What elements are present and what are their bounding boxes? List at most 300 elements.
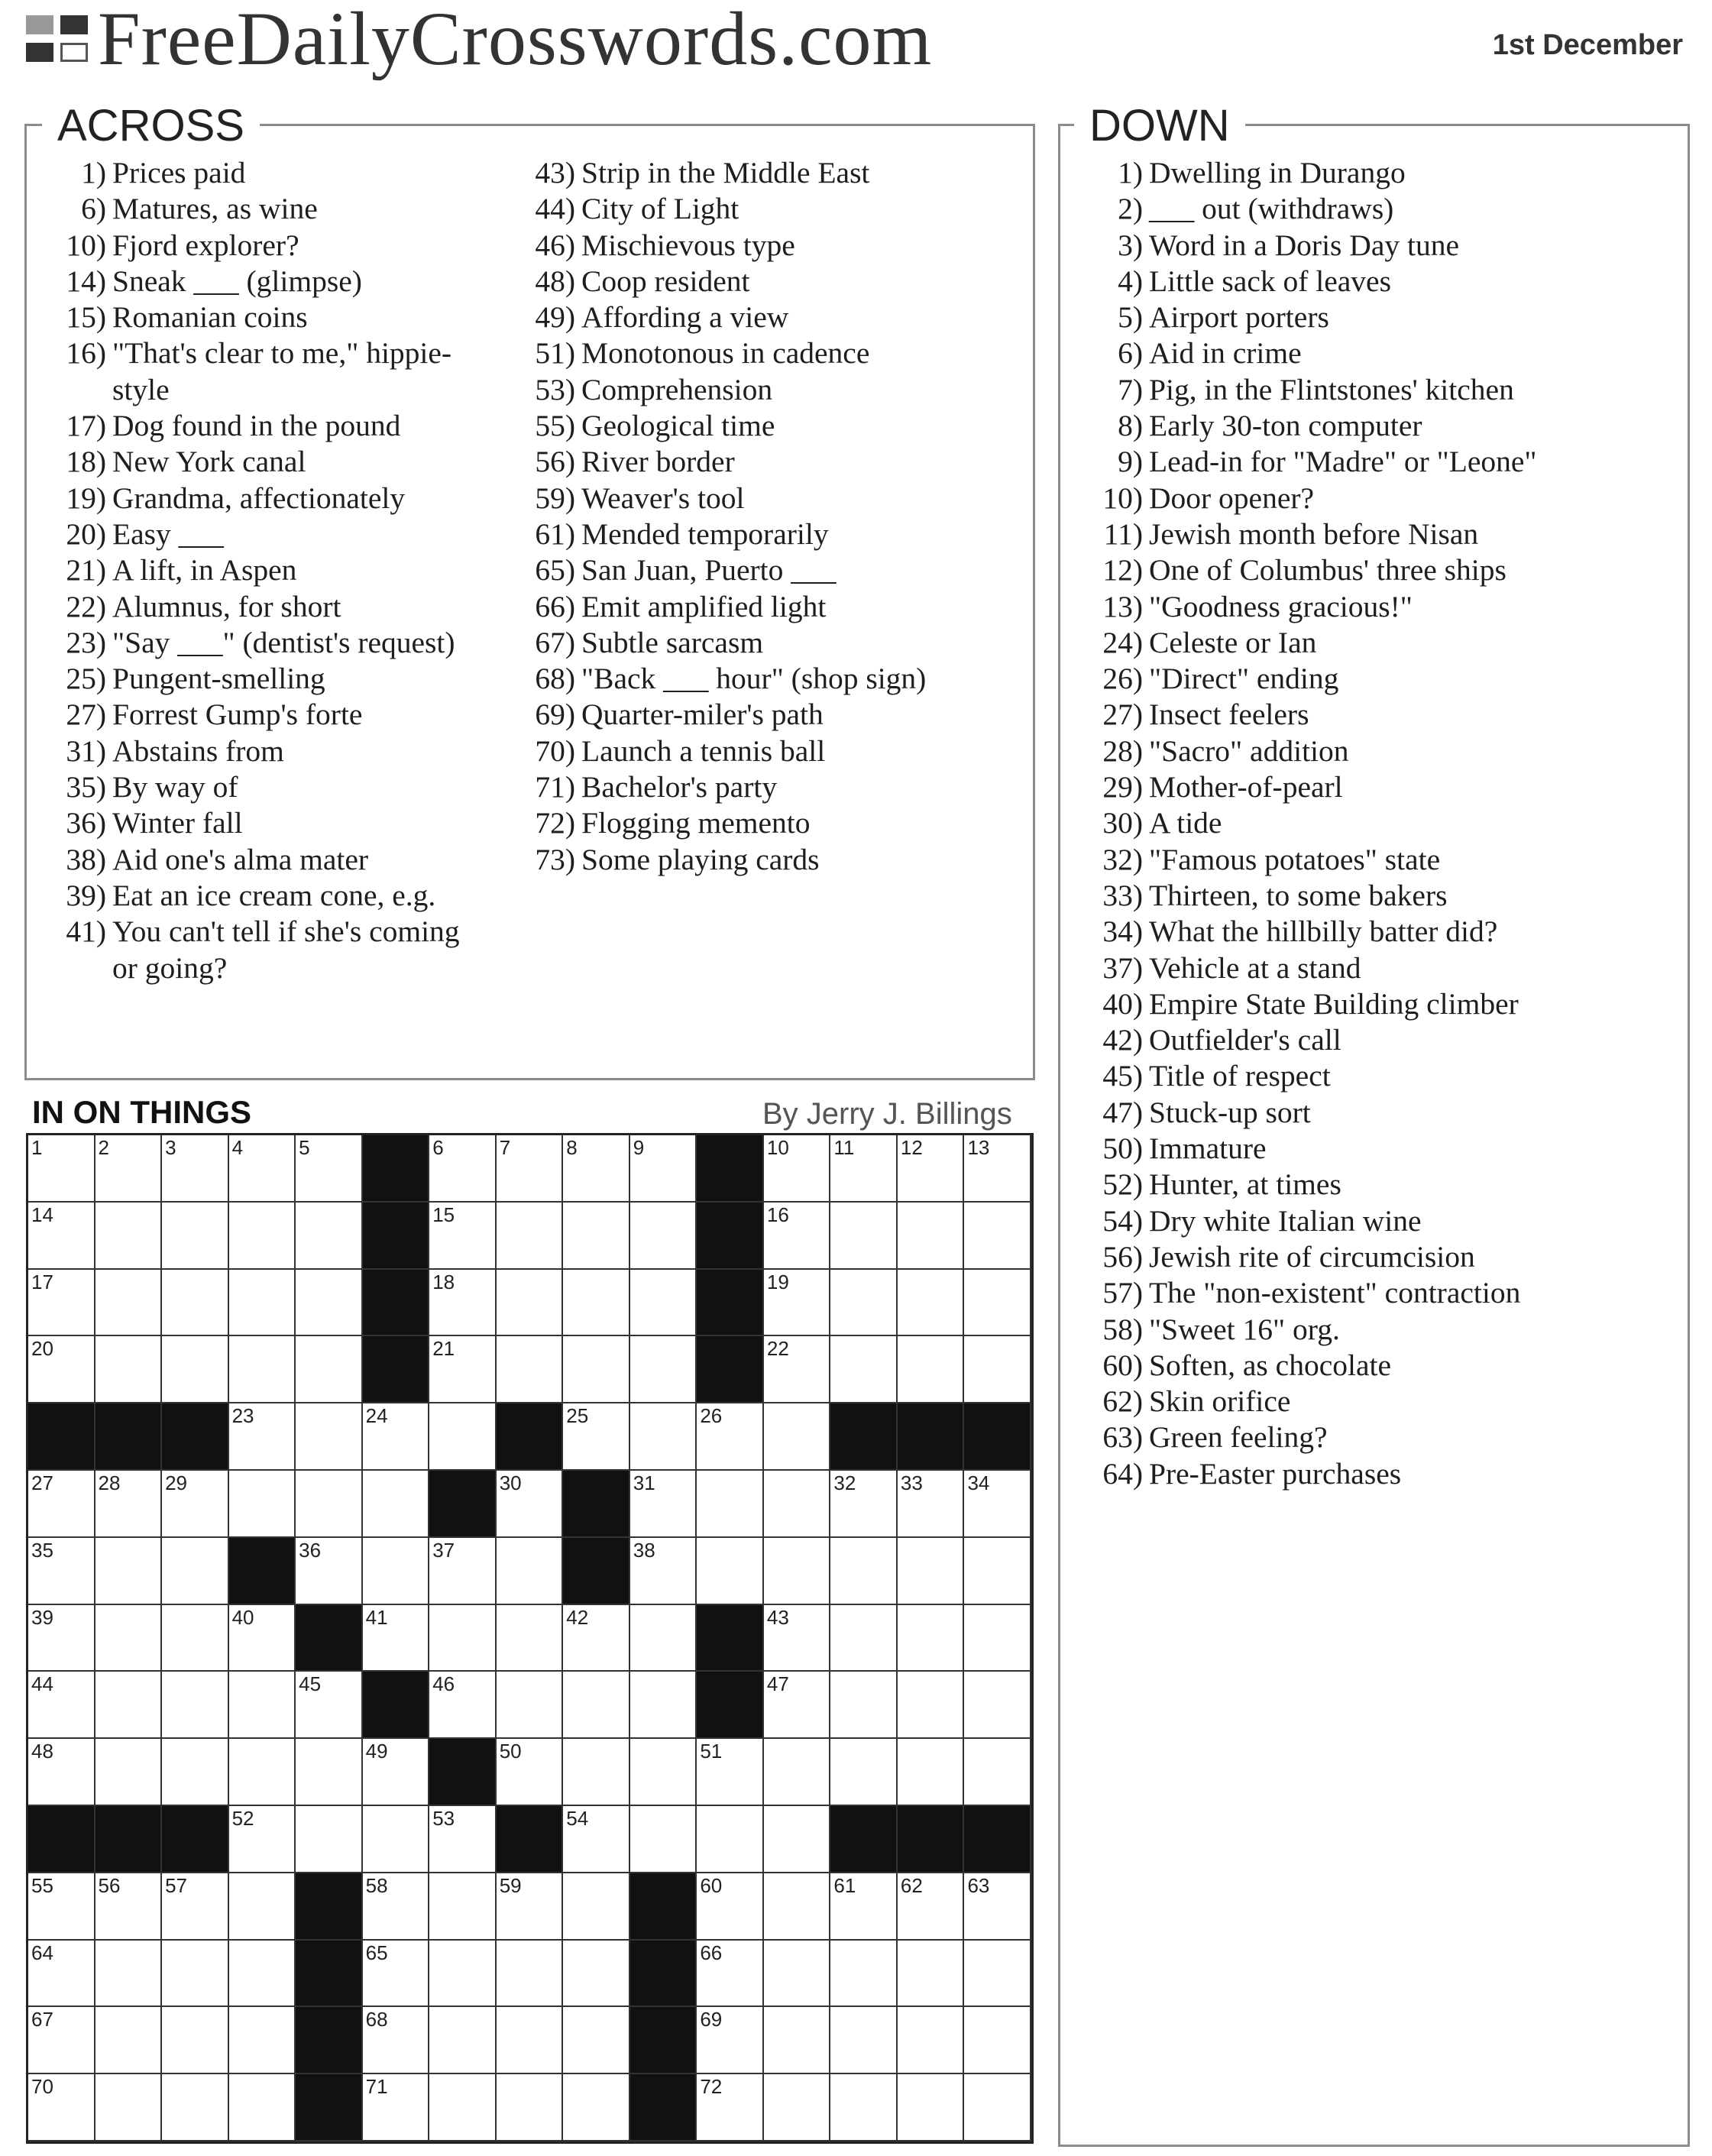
grid-cell[interactable]	[830, 1336, 898, 1403]
grid-cell[interactable]	[296, 1135, 363, 1203]
grid-cell[interactable]	[28, 1739, 95, 1806]
clue-item	[493, 264, 1028, 299]
grid-cell[interactable]	[296, 1739, 363, 1806]
clue-text: Thirteen, to some bakers	[1149, 878, 1448, 912]
grid-cell[interactable]	[764, 1538, 831, 1605]
clue-number: 1)	[81, 156, 106, 189]
grid-cell[interactable]	[162, 1739, 229, 1806]
grid-cell[interactable]	[28, 1605, 95, 1672]
grid-cell[interactable]	[363, 2007, 430, 2074]
cell-number: 45	[299, 1672, 322, 1696]
grid-cell[interactable]	[497, 1873, 564, 1941]
cell-number: 35	[31, 1538, 53, 1562]
grid-cell[interactable]	[964, 1739, 1031, 1806]
grid-cell[interactable]	[429, 1873, 497, 1941]
clue-item	[27, 625, 500, 661]
grid-cell[interactable]	[95, 1135, 163, 1203]
grid-cell[interactable]	[229, 1135, 296, 1203]
grid-cell[interactable]	[764, 1739, 831, 1806]
clue-number: 45)	[1102, 1059, 1143, 1093]
grid-cell[interactable]	[830, 1135, 898, 1203]
clue-text: Sneak ___ (glimpse)	[112, 264, 362, 298]
clue-text: Geological time	[581, 409, 775, 443]
clue-text: Bachelor's party	[581, 770, 778, 804]
grid-cell[interactable]	[363, 1941, 430, 2008]
clue-item	[27, 155, 500, 191]
grid-cell[interactable]	[830, 1605, 898, 1672]
grid-cell[interactable]	[497, 2007, 564, 2074]
clue-item	[1060, 986, 1687, 1022]
grid-cell[interactable]	[830, 1471, 898, 1538]
grid-cell[interactable]	[229, 1270, 296, 1337]
grid-cell[interactable]	[162, 1672, 229, 1739]
grid-cell[interactable]	[429, 1605, 497, 1672]
grid-cell[interactable]	[630, 1605, 697, 1672]
grid-cell[interactable]	[697, 2007, 764, 2074]
clue-number: 18)	[66, 445, 106, 479]
grid-cell[interactable]	[830, 1203, 898, 1270]
grid-cell[interactable]	[95, 1941, 163, 2008]
grid-cell[interactable]	[363, 1538, 430, 1605]
grid-cell[interactable]	[497, 1336, 564, 1403]
grid-cell[interactable]	[429, 1672, 497, 1739]
grid-cell[interactable]	[563, 1270, 630, 1337]
clue-text: Celeste or Ian	[1149, 625, 1317, 659]
grid-cell[interactable]	[697, 1873, 764, 1941]
grid-cell[interactable]	[28, 1873, 95, 1941]
grid-cell[interactable]	[28, 1471, 95, 1538]
clue-number: 54)	[1102, 1203, 1143, 1238]
cell-number: 10	[766, 1136, 789, 1159]
grid-cell[interactable]	[898, 1471, 965, 1538]
grid-cell[interactable]	[697, 1806, 764, 1873]
grid-cell[interactable]	[964, 1203, 1031, 1270]
grid-cell[interactable]	[95, 1605, 163, 1672]
grid-cell[interactable]	[697, 1941, 764, 2008]
clue-number: 17)	[66, 409, 106, 443]
grid-cell[interactable]	[830, 1739, 898, 1806]
grid-cell[interactable]	[497, 1605, 564, 1672]
clue-text: Airport porters	[1149, 300, 1329, 335]
clue-item	[493, 697, 1028, 733]
grid-cell[interactable]	[497, 1739, 564, 1806]
grid-cell[interactable]	[563, 1336, 630, 1403]
black-square	[697, 1135, 764, 1203]
grid-cell[interactable]	[363, 1806, 430, 1873]
cell-number: 67	[31, 2008, 53, 2031]
grid-cell[interactable]	[229, 2074, 296, 2141]
black-square	[630, 1941, 697, 2008]
black-square	[296, 1873, 363, 1941]
clue-text: Soften, as chocolate	[1149, 1348, 1391, 1382]
grid-cell[interactable]	[630, 1739, 697, 1806]
grid-cell[interactable]	[630, 1806, 697, 1873]
grid-cell[interactable]	[429, 2074, 497, 2141]
clue-text: "Sweet 16" org.	[1149, 1312, 1340, 1346]
grid-cell[interactable]	[363, 1471, 430, 1538]
across-clues-panel	[24, 101, 1035, 1080]
grid-cell[interactable]	[563, 2074, 630, 2141]
grid-cell[interactable]	[630, 1538, 697, 1605]
grid-cell[interactable]	[898, 2007, 965, 2074]
clue-number: 27)	[1102, 698, 1143, 732]
grid-cell[interactable]	[429, 1203, 497, 1270]
grid-cell[interactable]	[229, 1471, 296, 1538]
grid-cell[interactable]	[162, 1941, 229, 2008]
grid-cell[interactable]	[630, 1403, 697, 1471]
clue-text: Romanian coins	[112, 300, 308, 335]
grid-cell[interactable]	[429, 1538, 497, 1605]
grid-cell[interactable]	[28, 1203, 95, 1270]
grid-cell[interactable]	[28, 1672, 95, 1739]
grid-cell[interactable]	[229, 1672, 296, 1739]
grid-cell[interactable]	[28, 2007, 95, 2074]
clue-text: Eat an ice cream cone, e.g.	[112, 878, 436, 912]
grid-cell[interactable]	[563, 1739, 630, 1806]
grid-cell[interactable]	[764, 1403, 831, 1471]
grid-cell[interactable]	[630, 1135, 697, 1203]
clue-item	[493, 228, 1028, 264]
clue-item	[493, 842, 1028, 878]
clue-number: 27)	[66, 698, 106, 732]
grid-cell[interactable]	[162, 1873, 229, 1941]
black-square	[229, 1538, 296, 1605]
clue-item	[1060, 372, 1687, 408]
grid-cell[interactable]	[162, 1336, 229, 1403]
clue-item	[1060, 1348, 1687, 1384]
grid-cell[interactable]	[28, 1135, 95, 1203]
black-square	[697, 1672, 764, 1739]
clue-item	[1060, 1058, 1687, 1094]
grid-cell[interactable]	[830, 2074, 898, 2141]
grid-cell[interactable]	[563, 1873, 630, 1941]
grid-cell[interactable]	[630, 1336, 697, 1403]
grid-cell[interactable]	[697, 1403, 764, 1471]
clue-number: 10)	[1102, 481, 1143, 515]
black-square	[964, 1806, 1031, 1873]
grid-cell[interactable]	[830, 2007, 898, 2074]
grid-cell[interactable]	[95, 2007, 163, 2074]
grid-cell[interactable]	[563, 1806, 630, 1873]
across-column-2	[493, 155, 1028, 878]
clue-number: 55)	[535, 409, 575, 443]
grid-cell[interactable]	[429, 1403, 497, 1471]
grid-cell[interactable]	[162, 1203, 229, 1270]
clue-number: 50)	[1102, 1131, 1143, 1166]
grid-cell[interactable]	[697, 1538, 764, 1605]
clue-text: "Direct" ending	[1149, 662, 1339, 696]
grid-cell[interactable]	[95, 1672, 163, 1739]
cell-number: 6	[432, 1136, 444, 1159]
grid-cell[interactable]	[830, 1941, 898, 2008]
clue-text: Grandma, affectionately	[112, 481, 406, 515]
grid-cell[interactable]	[764, 1873, 831, 1941]
grid-cell[interactable]	[229, 1336, 296, 1403]
clue-text: New York canal	[112, 445, 306, 479]
cell-number: 15	[432, 1203, 455, 1226]
grid-cell[interactable]	[95, 1471, 163, 1538]
grid-cell[interactable]	[964, 1538, 1031, 1605]
grid-cell[interactable]	[429, 1270, 497, 1337]
grid-cell[interactable]	[229, 1739, 296, 1806]
grid-cell[interactable]	[898, 1672, 965, 1739]
grid-cell[interactable]	[95, 1873, 163, 1941]
cell-number: 25	[566, 1404, 589, 1428]
grid-cell[interactable]	[830, 1538, 898, 1605]
grid-cell[interactable]	[162, 1135, 229, 1203]
grid-cell[interactable]	[630, 1672, 697, 1739]
grid-cell[interactable]	[764, 1135, 831, 1203]
clue-text: Stuck-up sort	[1149, 1095, 1311, 1129]
clue-item	[1060, 1456, 1687, 1492]
grid-cell[interactable]	[764, 1672, 831, 1739]
clue-number: 26)	[1102, 662, 1143, 696]
grid-cell[interactable]	[429, 1135, 497, 1203]
grid-cell[interactable]	[28, 2074, 95, 2141]
grid-cell[interactable]	[497, 1941, 564, 2008]
clue-text: Aid one's alma mater	[112, 842, 369, 876]
site-title[interactable]: FreeDailyCrosswords.com	[98, 0, 933, 81]
grid-cell[interactable]	[764, 2007, 831, 2074]
grid-cell[interactable]	[764, 2074, 831, 2141]
grid-cell[interactable]	[296, 1336, 363, 1403]
clue-number: 9)	[1118, 445, 1143, 479]
black-square	[898, 1806, 965, 1873]
clue-item	[1060, 552, 1687, 588]
grid-cell[interactable]	[964, 1605, 1031, 1672]
grid-cell[interactable]	[898, 1605, 965, 1672]
grid-cell[interactable]	[964, 1471, 1031, 1538]
grid-cell[interactable]	[296, 1471, 363, 1538]
grid-cell[interactable]	[229, 1203, 296, 1270]
grid-cell[interactable]	[229, 1403, 296, 1471]
grid-cell[interactable]	[28, 1270, 95, 1337]
grid-cell[interactable]	[95, 1270, 163, 1337]
clue-number: 48)	[535, 264, 575, 298]
grid-cell[interactable]	[630, 1270, 697, 1337]
grid-cell[interactable]	[563, 1941, 630, 2008]
grid-cell[interactable]	[563, 1672, 630, 1739]
clue-text: Affording a view	[581, 300, 789, 335]
clue-number: 25)	[66, 662, 106, 696]
grid-cell[interactable]	[898, 2074, 965, 2141]
grid-cell[interactable]	[964, 1941, 1031, 2008]
clue-number: 32)	[1102, 842, 1143, 876]
grid-cell[interactable]	[898, 1270, 965, 1337]
grid-cell[interactable]	[363, 1605, 430, 1672]
grid-cell[interactable]	[95, 1203, 163, 1270]
clue-number: 37)	[1102, 950, 1143, 985]
clue-text: Green feeling?	[1149, 1420, 1328, 1455]
clue-item	[493, 335, 1028, 371]
grid-cell[interactable]	[898, 1135, 965, 1203]
grid-cell[interactable]	[898, 1941, 965, 2008]
clue-number: 5)	[1118, 300, 1143, 335]
clue-text: Outfielder's call	[1149, 1023, 1341, 1057]
grid-cell[interactable]	[296, 1203, 363, 1270]
grid-cell[interactable]	[296, 1538, 363, 1605]
clue-item	[1060, 444, 1687, 480]
grid-cell[interactable]	[497, 1135, 564, 1203]
clue-number: 70)	[535, 733, 575, 768]
grid-cell[interactable]	[28, 1336, 95, 1403]
cell-number: 65	[365, 1941, 388, 1964]
black-square	[497, 1403, 564, 1471]
grid-cell[interactable]	[964, 1135, 1031, 1203]
cell-number: 60	[700, 1873, 723, 1897]
cell-number: 56	[98, 1873, 121, 1897]
grid-cell[interactable]	[229, 1941, 296, 2008]
grid-cell[interactable]	[95, 2074, 163, 2141]
grid-cell[interactable]	[95, 1336, 163, 1403]
grid-cell[interactable]	[697, 1471, 764, 1538]
grid-cell[interactable]	[830, 1270, 898, 1337]
grid-cell[interactable]	[563, 1135, 630, 1203]
black-square	[630, 1873, 697, 1941]
cell-number: 30	[499, 1471, 522, 1494]
clue-number: 66)	[535, 589, 575, 623]
grid-cell[interactable]	[830, 1672, 898, 1739]
grid-cell[interactable]	[563, 1605, 630, 1672]
clue-item	[27, 878, 500, 914]
clue-text: Prices paid	[112, 156, 246, 189]
black-square	[898, 1403, 965, 1471]
grid-cell[interactable]	[162, 1538, 229, 1605]
grid-cell[interactable]	[764, 1203, 831, 1270]
grid-cell[interactable]	[229, 1873, 296, 1941]
clue-item	[1060, 1167, 1687, 1203]
grid-cell[interactable]	[764, 1941, 831, 2008]
grid-cell[interactable]	[429, 2007, 497, 2074]
grid-cell[interactable]	[764, 1605, 831, 1672]
grid-cell[interactable]	[964, 2007, 1031, 2074]
grid-cell[interactable]	[964, 1672, 1031, 1739]
grid-cell[interactable]	[830, 1873, 898, 1941]
clue-number: 1)	[1118, 156, 1143, 189]
grid-cell[interactable]	[229, 2007, 296, 2074]
clue-text: "That's clear to me," hippie-style	[112, 336, 452, 406]
grid-cell[interactable]	[630, 1471, 697, 1538]
grid-cell[interactable]	[898, 1873, 965, 1941]
clue-item	[1060, 299, 1687, 335]
grid-cell[interactable]	[229, 1806, 296, 1873]
grid-cell[interactable]	[563, 1203, 630, 1270]
grid-cell[interactable]	[497, 1672, 564, 1739]
grid-cell[interactable]	[95, 1739, 163, 1806]
grid-cell[interactable]	[898, 1538, 965, 1605]
clue-text: Word in a Doris Day tune	[1149, 228, 1459, 262]
grid-cell[interactable]	[898, 1336, 965, 1403]
cell-number: 24	[365, 1404, 388, 1428]
clue-item	[27, 444, 500, 480]
clue-text: Pre-Easter purchases	[1149, 1456, 1402, 1491]
grid-cell[interactable]	[28, 1538, 95, 1605]
grid-cell[interactable]	[162, 2074, 229, 2141]
clue-item	[493, 516, 1028, 552]
grid-cell[interactable]	[429, 1336, 497, 1403]
clue-number: 30)	[1102, 806, 1143, 840]
black-square	[28, 1403, 95, 1471]
black-square	[563, 1538, 630, 1605]
clue-text: A lift, in Aspen	[112, 553, 297, 588]
clue-text: Mother-of-pearl	[1149, 770, 1343, 804]
cell-number: 68	[365, 2008, 388, 2031]
grid-cell[interactable]	[162, 1605, 229, 1672]
grid-cell[interactable]	[697, 2074, 764, 2141]
clue-number: 65)	[535, 553, 575, 588]
clue-number: 62)	[1102, 1384, 1143, 1419]
grid-cell[interactable]	[764, 1270, 831, 1337]
grid-cell[interactable]	[162, 1471, 229, 1538]
black-square	[630, 2007, 697, 2074]
grid-cell[interactable]	[764, 1336, 831, 1403]
grid-cell[interactable]	[497, 2074, 564, 2141]
grid-cell[interactable]	[229, 1605, 296, 1672]
grid-cell[interactable]	[630, 1203, 697, 1270]
grid-cell[interactable]	[964, 2074, 1031, 2141]
grid-cell[interactable]	[296, 1403, 363, 1471]
grid-cell[interactable]	[697, 1739, 764, 1806]
grid-cell[interactable]	[95, 1538, 163, 1605]
grid-cell[interactable]	[497, 1203, 564, 1270]
clue-item	[1060, 1312, 1687, 1348]
grid-cell[interactable]	[28, 1941, 95, 2008]
grid-cell[interactable]	[296, 1806, 363, 1873]
grid-cell[interactable]	[429, 1941, 497, 2008]
grid-cell[interactable]	[497, 1270, 564, 1337]
clue-item	[493, 552, 1028, 588]
clue-item	[493, 733, 1028, 769]
clue-number: 43)	[535, 156, 575, 189]
grid-cell[interactable]	[563, 2007, 630, 2074]
cell-number: 70	[31, 2075, 53, 2099]
grid-cell[interactable]	[363, 1873, 430, 1941]
grid-cell[interactable]	[764, 1471, 831, 1538]
grid-cell[interactable]	[964, 1873, 1031, 1941]
grid-cell[interactable]	[296, 1270, 363, 1337]
grid-cell[interactable]	[363, 1739, 430, 1806]
grid-cell[interactable]	[964, 1336, 1031, 1403]
grid-cell[interactable]	[363, 1403, 430, 1471]
clue-item	[1060, 661, 1687, 697]
clue-item	[1060, 264, 1687, 299]
grid-cell[interactable]	[429, 1806, 497, 1873]
clue-item	[27, 408, 500, 444]
clue-text: Matures, as wine	[112, 192, 318, 226]
grid-cell[interactable]	[563, 1403, 630, 1471]
crossword-grid	[26, 1133, 1034, 2144]
grid-cell[interactable]	[162, 2007, 229, 2074]
grid-cell[interactable]	[162, 1270, 229, 1337]
grid-cell[interactable]	[898, 1739, 965, 1806]
grid-cell[interactable]	[898, 1203, 965, 1270]
cell-number: 48	[31, 1740, 53, 1763]
cell-number: 4	[231, 1136, 244, 1159]
logo-icon	[26, 15, 90, 66]
grid-cell[interactable]	[764, 1806, 831, 1873]
clue-number: 36)	[66, 806, 106, 840]
grid-cell[interactable]	[964, 1270, 1031, 1337]
grid-cell[interactable]	[497, 1471, 564, 1538]
cell-number: 20	[31, 1337, 53, 1361]
black-square	[830, 1403, 898, 1471]
grid-cell[interactable]	[296, 1672, 363, 1739]
grid-cell[interactable]	[363, 2074, 430, 2141]
clue-number: 11)	[1103, 516, 1143, 551]
grid-cell[interactable]	[497, 1538, 564, 1605]
clue-text: Dry white Italian wine	[1149, 1203, 1422, 1238]
clue-number: 21)	[66, 553, 106, 588]
